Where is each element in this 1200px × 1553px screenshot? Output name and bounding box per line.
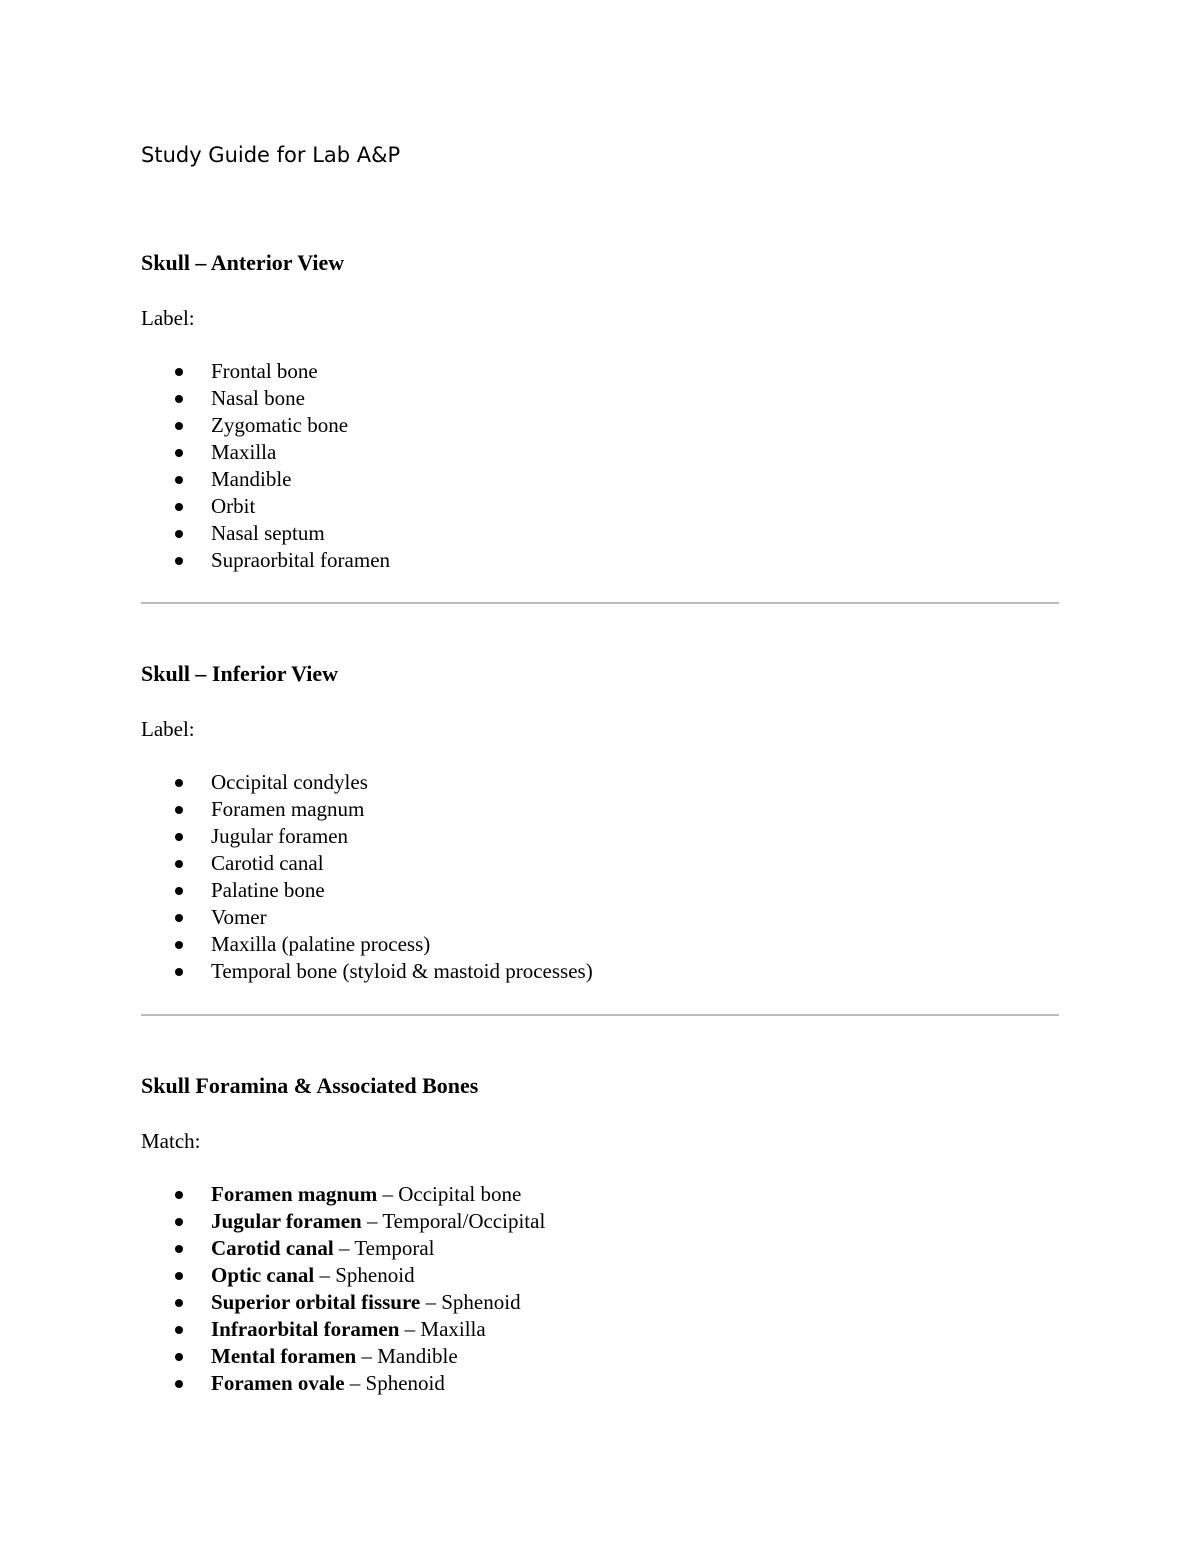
- match-term: Mental foramen: [211, 1344, 357, 1368]
- bullet-icon: [175, 806, 183, 814]
- list-item: [141, 1235, 545, 1262]
- list-item: [141, 1316, 545, 1343]
- list-item: [141, 466, 390, 493]
- match-bone: – Sphenoid: [344, 1371, 445, 1395]
- list-item-text: Supraorbital foramen: [211, 548, 391, 572]
- list-item: [141, 850, 593, 877]
- section-instruction: Label:: [141, 717, 195, 741]
- list-item: [141, 1208, 545, 1235]
- list-item-text: Vomer: [211, 905, 267, 929]
- horizontal-divider: [141, 602, 1059, 604]
- list-item: [141, 1262, 545, 1289]
- list-item: [141, 520, 390, 547]
- list-item-text: Orbit: [211, 494, 256, 518]
- bullet-icon: [175, 1299, 183, 1307]
- match-term: Carotid canal: [211, 1236, 334, 1260]
- bullet-icon: [175, 941, 183, 949]
- bullet-icon: [175, 395, 183, 403]
- list-item: [141, 823, 593, 850]
- list-item: [141, 796, 593, 823]
- bullet-icon: [175, 914, 183, 922]
- list-item: [141, 412, 390, 439]
- match-term: Jugular foramen: [211, 1209, 362, 1233]
- list-item: [141, 1370, 545, 1397]
- bullet-icon: [175, 833, 183, 841]
- match-bone: – Sphenoid: [314, 1263, 415, 1287]
- bullet-icon: [175, 860, 183, 868]
- list-item: [141, 877, 593, 904]
- list-item: [141, 1289, 545, 1316]
- list-item: [141, 931, 593, 958]
- list-item-text: Occipital condyles: [211, 770, 368, 794]
- list-item-text: Maxilla (palatine process): [211, 932, 431, 956]
- list-item-text: Carotid canal: [211, 851, 324, 875]
- match-term: Infraorbital foramen: [211, 1317, 400, 1341]
- label-list: [141, 358, 390, 574]
- bullet-icon: [175, 1272, 183, 1280]
- bullet-icon: [175, 1326, 183, 1334]
- match-term: Superior orbital fissure: [211, 1290, 421, 1314]
- bullet-icon: [175, 449, 183, 457]
- match-list: [141, 1181, 545, 1397]
- list-item-text: Temporal bone (styloid & mastoid processes): [211, 959, 593, 983]
- list-item: [141, 439, 390, 466]
- bullet-icon: [175, 968, 183, 976]
- list-item: [141, 547, 390, 574]
- match-bone: – Occipital bone: [377, 1182, 522, 1206]
- document-title: Study Guide for Lab A&P: [141, 143, 401, 167]
- bullet-icon: [175, 476, 183, 484]
- list-item: [141, 904, 593, 931]
- match-term: Foramen magnum: [211, 1182, 378, 1206]
- match-term: Foramen ovale: [211, 1371, 345, 1395]
- bullet-icon: [175, 557, 183, 565]
- horizontal-divider: [141, 1014, 1059, 1016]
- label-list: [141, 769, 593, 985]
- list-item-text: Jugular foramen: [211, 824, 349, 848]
- bullet-icon: [175, 530, 183, 538]
- list-item-text: Palatine bone: [211, 878, 325, 902]
- list-item-text: Zygomatic bone: [211, 413, 349, 437]
- bullet-icon: [175, 1191, 183, 1199]
- bullet-icon: [175, 1245, 183, 1253]
- bullet-icon: [175, 779, 183, 787]
- list-item-text: Maxilla: [211, 440, 277, 464]
- list-item-text: Foramen magnum: [211, 797, 365, 821]
- match-bone: – Sphenoid: [420, 1290, 521, 1314]
- match-bone: – Maxilla: [399, 1317, 486, 1341]
- list-item-text: Nasal septum: [211, 521, 325, 545]
- list-item: [141, 493, 390, 520]
- list-item-text: Mandible: [211, 467, 292, 491]
- section-heading: Skull Foramina & Associated Bones: [141, 1073, 479, 1098]
- bullet-icon: [175, 887, 183, 895]
- section-instruction: Match:: [141, 1129, 201, 1153]
- section-instruction: Label:: [141, 306, 195, 330]
- list-item: [141, 769, 593, 796]
- list-item-text: Nasal bone: [211, 386, 305, 410]
- list-item: [141, 1181, 545, 1208]
- bullet-icon: [175, 1380, 183, 1388]
- list-item: [141, 958, 593, 985]
- match-bone: – Temporal: [333, 1236, 435, 1260]
- match-term: Optic canal: [211, 1263, 315, 1287]
- match-bone: – Mandible: [356, 1344, 458, 1368]
- bullet-icon: [175, 422, 183, 430]
- bullet-icon: [175, 503, 183, 511]
- list-item-text: Frontal bone: [211, 359, 318, 383]
- section-heading: Skull – Anterior View: [141, 250, 345, 275]
- bullet-icon: [175, 1218, 183, 1226]
- list-item: [141, 358, 390, 385]
- list-item: [141, 385, 390, 412]
- section-heading: Skull – Inferior View: [141, 661, 339, 686]
- bullet-icon: [175, 368, 183, 376]
- match-bone: – Temporal/Occipital: [361, 1209, 546, 1233]
- bullet-icon: [175, 1353, 183, 1361]
- list-item: [141, 1343, 545, 1370]
